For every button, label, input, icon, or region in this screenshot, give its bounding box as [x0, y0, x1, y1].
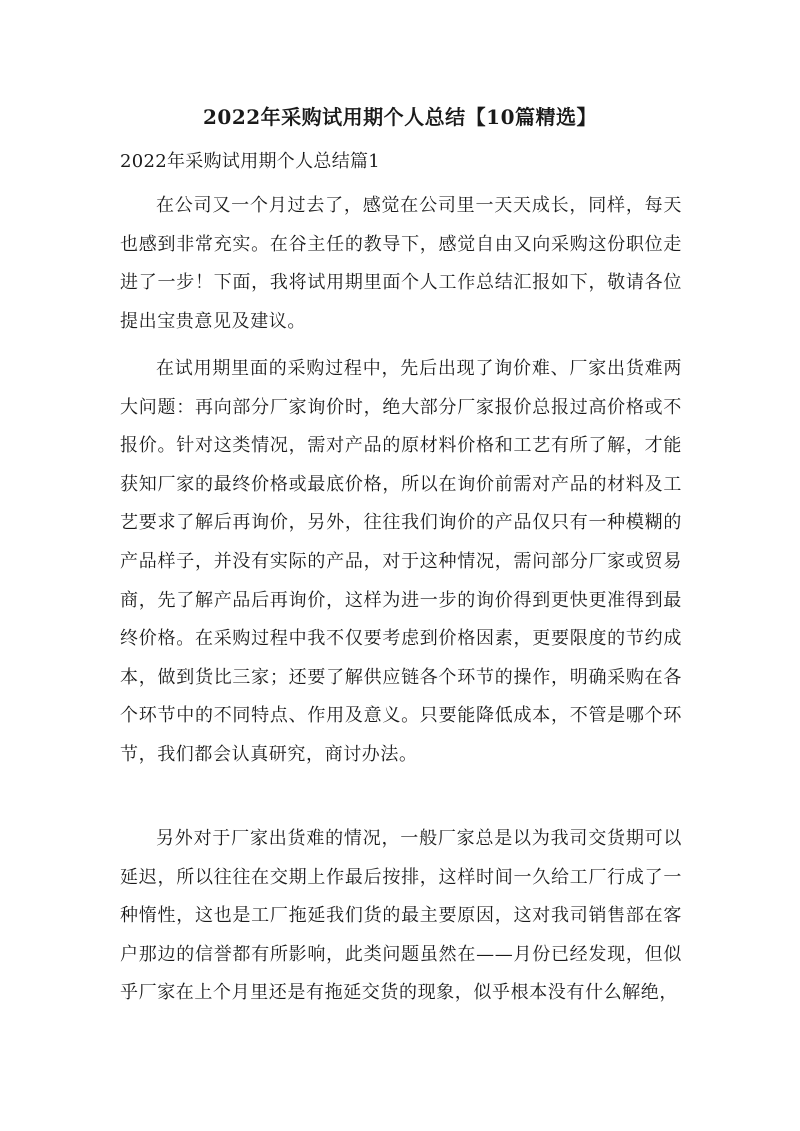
paragraph: 在试用期里面的采购过程中，先后出现了询价难、厂家出货难两大问题：再向部分厂家询价时，绝大部分厂家报价总报过高价格或不报价。针对这类情况，需对产品的原材料价格和工艺有所了解，才能获知厂家的最终价格或最底价格，所以在询价前需对产品的材料及工艺要求了解后再询价，另外，往往我们询价的产品仅只有一种模糊的产品样子，并没有实际的产品，对于这种情况，需问部分厂家或贸易商，先了解产品后再询价，这样为进一步的询价得到更快更准得到最终价格。在采购过程中我不仅要考虑到价格因素，更要限度的节约成本，做到货比三家；还要了解供应链各个环节的操作，明确采购在各个环节中的不同特点、作用及意义。只要能降低成本，不管是哪个环节，我们都会认真研究，商讨办法。	[120, 358, 682, 765]
paragraph-block-2	[120, 350, 682, 775]
paragraph: 在公司又一个月过去了，感觉在公司里一天天成长，同样，每天也感到非常充实。在谷主任的教导下，感觉自由又向采购这份职位走进了一步！下面，我将试用期里面个人工作总结汇报如下，敬请各位提出宝贵意见及建议。	[120, 195, 682, 332]
section-heading: 2022年采购试用期个人总结篇1	[120, 151, 381, 172]
paragraph-block-1	[120, 187, 682, 341]
document-title: 2022年采购试用期个人总结【10篇精选】	[203, 105, 597, 129]
paragraph: 另外对于厂家出货难的情况，一般厂家总是以为我司交货期可以延迟，所以往往在交期上作最后按排，这样时间一久给工厂行成了一种惰性，这也是工厂拖延我们货的最主要原因，这对我司销售部在客户那边的信誉都有所影响，此类问题虽然在——月份已经发现，但似乎厂家在上个月里还是有拖延交货的现象，似乎根本没有什么解绝，	[120, 828, 682, 1004]
paragraph-block-3	[120, 820, 682, 1013]
